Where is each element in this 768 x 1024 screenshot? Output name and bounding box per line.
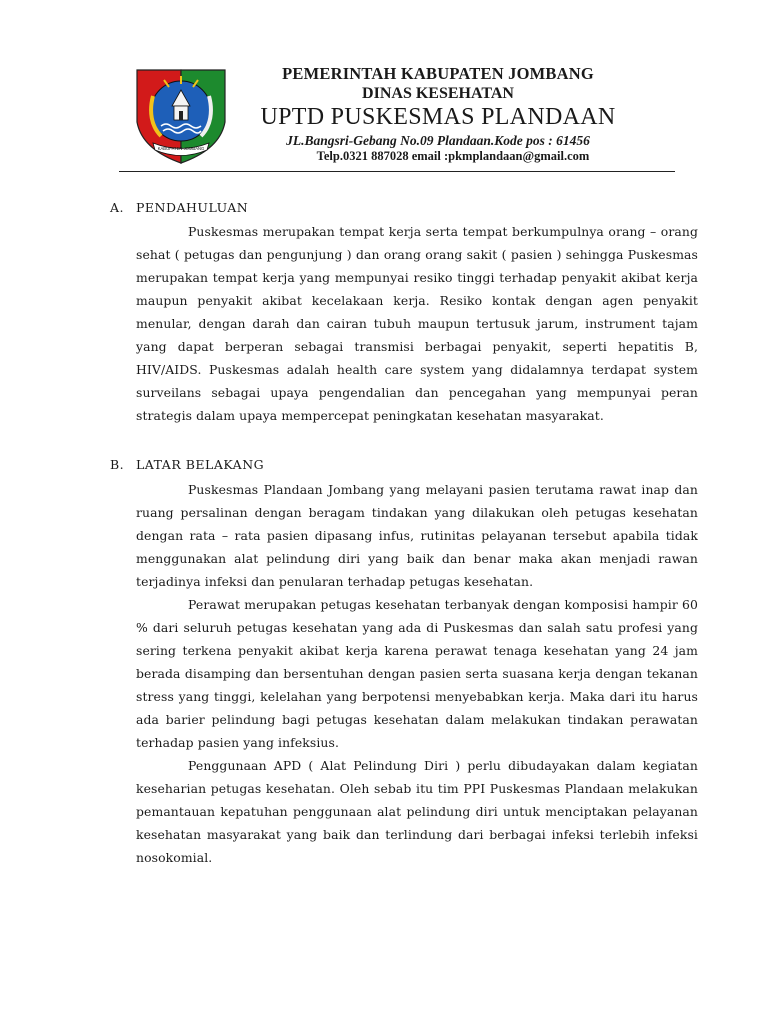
section-title: LATAR BELAKANG	[136, 457, 265, 472]
section-number: B.	[110, 457, 125, 472]
jombang-coat-of-arms-logo	[131, 66, 231, 166]
letterhead-divider	[119, 171, 675, 172]
paragraph: Puskesmas Plandaan Jombang yang melayani pasien terutama rawat inap dan ruang persalinan dengan beragam tindakan yang dilakukan oleh petugas kesehatan dengan rata – rata pasien dipasang infus, rutinitas pelayanan tersebut apabila tidak menggunakan alat pelindung diri yang baik dan benar maka akan menjadi rawan terjadinya infeksi dan penularan terhadap petugas kesehatan.	[136, 482, 698, 589]
paragraph: Puskesmas merupakan tempat kerja serta tempat berkumpulnya orang – orang sehat ( petugas dan pengunjung ) dan orang orang sakit ( pasien ) sehingga Puskesmas merupakan tempat kerja yang mempunyai resiko tinggi terhadap penyakit akibat kerja maupun penyakit akibat kecelakaan kerja. Resiko kontak dengan agen penyakit menular, dengan darah dan cairan tubuh maupun tertusuk jarum, instrument tajam yang dapat berperan sebagai transmisi berbagai penyakit, seperti hepatitis B, HIV/AIDS. Puskesmas adalah health care system yang didalamnya terdapat system surveilans sebagai upaya pengendalian dan pencegahan yang mempunyai peran strategis dalam upaya mempercepat peningkatan kesehatan masyarakat.	[136, 224, 698, 423]
paragraph: Penggunaan APD ( Alat Pelindung Diri ) perlu dibudayakan dalam kegiatan keseharian petugas kesehatan. Oleh sebab itu tim PPI Puskesmas Plandaan melakukan pemantauan kepatuhan penggunaan alat pelindung diri untuk menciptakan pelayanan kesehatan masyarakat yang baik dan terlindung dari berbagai infeksi terlebih infeksi nosokomial.	[136, 758, 698, 865]
section-latar-belakang	[110, 456, 698, 869]
institution-name: UPTD PUSKESMAS PLANDAAN	[260, 104, 616, 130]
section-title: PENDAHULUAN	[136, 200, 249, 215]
government-name: PEMERINTAH KABUPATEN JOMBANG	[282, 64, 594, 83]
logo-ribbon-text: KABUPATEN JOMBANG	[157, 146, 205, 151]
address-line: JL.Bangsri-Gebang No.09 Plandaan.Kode pos : 61456	[286, 133, 590, 148]
letterhead	[238, 64, 638, 164]
section-number: A.	[110, 200, 125, 215]
section-pendahuluan	[110, 199, 698, 427]
paragraph: Perawat merupakan petugas kesehatan terbanyak dengan komposisi hampir 60 % dari seluruh petugas kesehatan yang ada di Puskesmas dan salah satu profesi yang sering terkena penyakit akibat kerja karena perawat tenaga kesehatan yang 24 jam berada disamping dan bersentuhan dengan pasien serta suasana kerja dengan tekanan stress yang tinggi, kelelahan yang berpotensi menyebabkan kerja. Maka dari itu harus ada barier pelindung bagi petugas kesehatan dalam melakukan tindakan perawatan terhadap pasien yang infeksius.	[136, 597, 698, 750]
department-name: DINAS KESEHATAN	[362, 85, 514, 102]
section-heading	[110, 456, 698, 474]
section-heading	[110, 199, 698, 217]
contact-line: Telp.0321 887028 email :pkmplandaan@gmail.com	[316, 149, 590, 163]
